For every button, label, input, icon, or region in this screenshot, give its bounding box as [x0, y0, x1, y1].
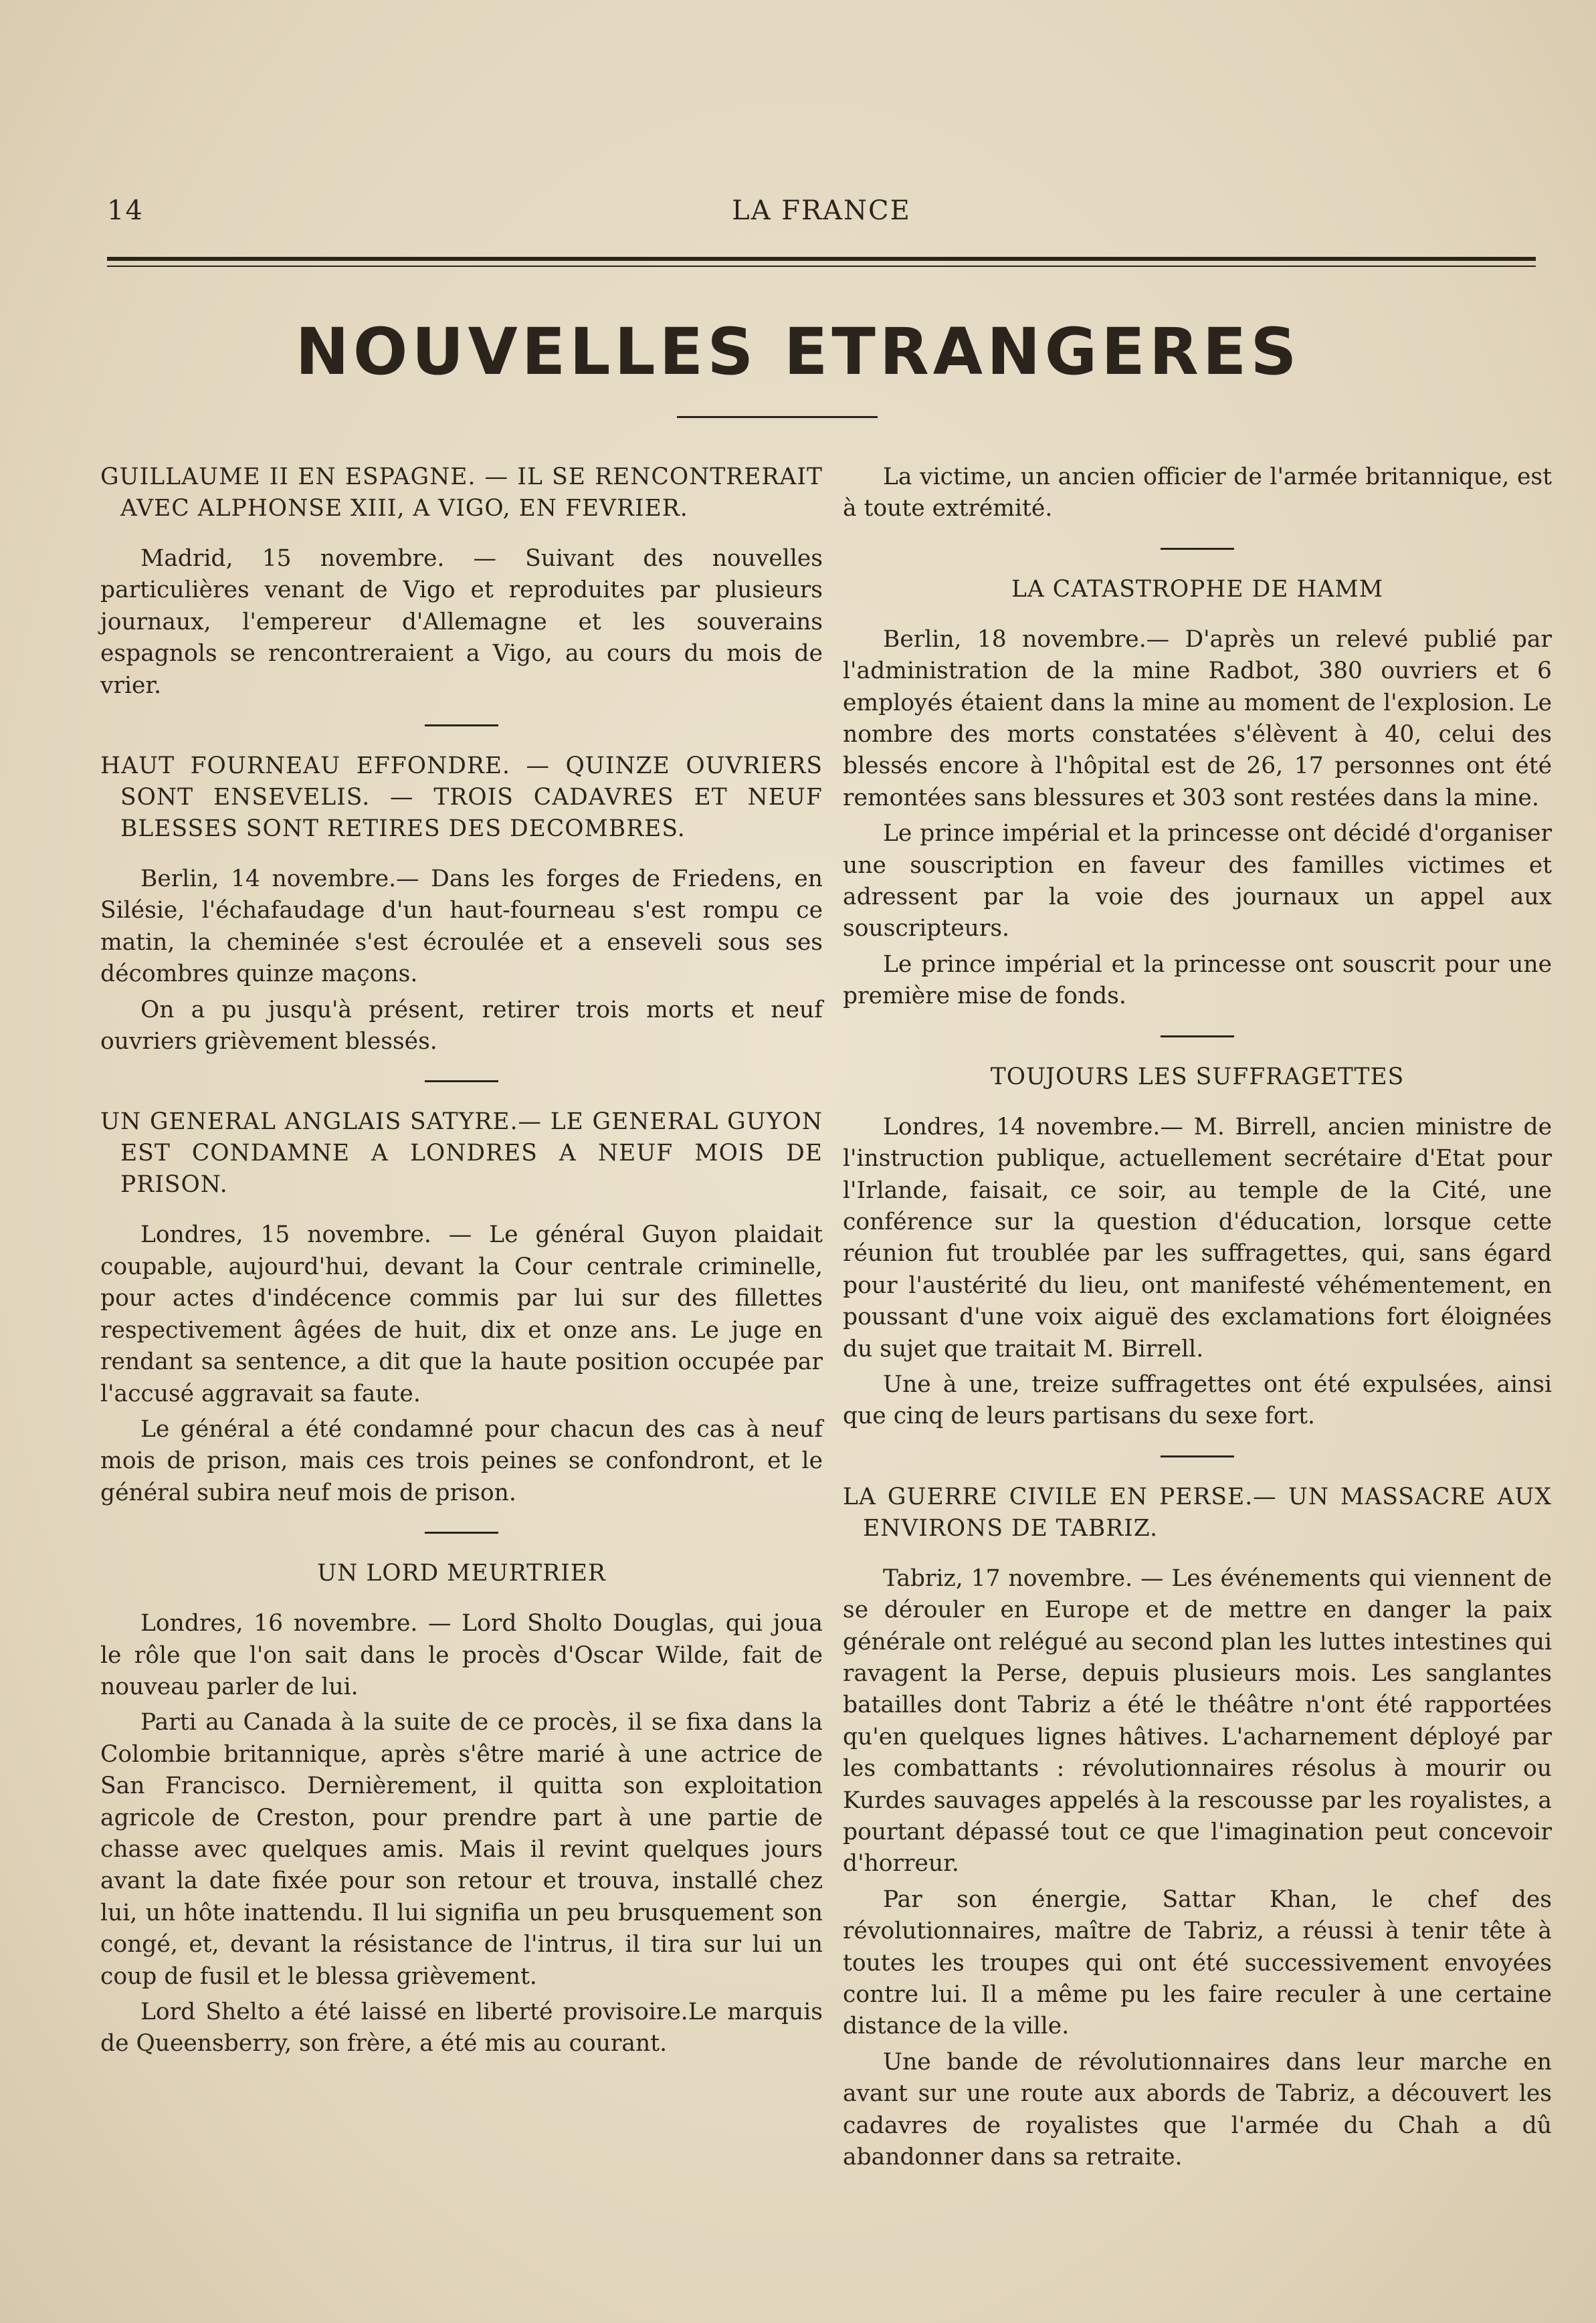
article-guerre-perse [843, 1482, 1552, 2174]
article-suffragettes [843, 1062, 1552, 1433]
article-paragraph: Tabriz, 17 novembre. — Les événements qui viennent de se dérouler en Europe et de mettre en danger la paix générale ont relégué au second plan les luttes intestines qui ravagent la Perse, depuis plusieurs mois. Les sanglantes batailles dont Tabriz a été le théâtre n'ont été rapportées qu'en quelques lignes hâtives. L'acharnement déployé par les combattants : révolutionnaires résolus à mourir ou Kurdes sauvages appelés à la rescousse par les royalistes, a pourtant dépassé tout ce que l'imagination peut concevoir d'horreur. [843, 1564, 1552, 1878]
article-headline: TOUJOURS LES SUFFRAGETTES [990, 1063, 1405, 1090]
article-separator [425, 724, 498, 726]
article-separator [1161, 548, 1234, 550]
article-paragraph: La victime, un ancien officier de l'armée britannique, est à toute extrémité. [843, 464, 1552, 522]
article-headline: HAUT FOURNEAU EFFONDRE. — QUINZE OUVRIERS SONT ENSEVELIS. — TROIS CADAVRES ET NEUF BLESSES SONT RETIRES DES DECOMBRES. [100, 752, 823, 843]
article-headline: LA CATASTROPHE DE HAMM [1011, 575, 1384, 603]
article-separator [1161, 1035, 1234, 1037]
article-headline: UN GENERAL ANGLAIS SATYRE.— LE GENERAL GUYON EST CONDAMNE A LONDRES A NEUF MOIS DE PRISON. [100, 1108, 823, 1199]
article-paragraph: Madrid, 15 novembre. — Suivant des nouvelles particulières venant de Vigo et reproduites par plusieurs journaux, l'empereur d'Allemagne et les souverains espagnols se rencontreraient a Vigo, au cours du mois de vrier. [100, 545, 823, 699]
article-paragraph: Parti au Canada à la suite de ce procès, il se fixa dans la Colombie britannique, après s'être marié à une actrice de San Francisco. Dernièrement, il quitta son exploitation agricole de Creston, pour prendre part à une partie de chasse avec quelques amis. Mais il revint quelques jours avant la date fixée pour son retour et trouva, installé chez lui, un hôte inattendu. Il lui signifia un peu brusquement son congé, et, devant la résistance de l'intrus, il tira sur lui un coup de fusil et le blessa grièvement. [100, 1709, 823, 1990]
journal-name: LA FRANCE [732, 195, 911, 226]
article-paragraph: Par son énergie, Sattar Khan, le chef des révolutionnaires, maître de Tabriz, a réussi à tenir tête à toutes les troupes qui ont été successivement envoyées contre lui. Il a même pu les faire reculer à une certaine distance de la ville. [843, 1886, 1552, 2040]
article-headline: GUILLAUME II EN ESPAGNE. — IL SE RENCONTRERAIT AVEC ALPHONSE XIII, A VIGO, EN FEVRIER. [100, 464, 823, 522]
article-paragraph: Berlin, 14 novembre.— Dans les forges de Friedens, en Silésie, l'échafaudage d'un haut-fourneau s'est rompu ce matin, la cheminée s'est écroulée et a enseveli sous ses décombres quinze maçons. [100, 866, 823, 988]
section-title: NOUVELLES ETRANGERES [295, 314, 1301, 389]
article-haut-fourneau [100, 750, 823, 1057]
article-paragraph: Le prince impérial et la princesse ont souscrit pour une première mise de fonds. [843, 950, 1552, 1010]
article-paragraph: Londres, 16 novembre. — Lord Sholto Douglas, qui joua le rôle que l'on sait dans le procès d'Oscar Wilde, fait de nouveau parler de lui. [100, 1610, 823, 1700]
article-headline: UN LORD MEURTRIER [317, 1560, 606, 1587]
header-rule-thick [107, 257, 1536, 261]
article-paragraph: Le général a été condamné pour chacun des cas à neuf mois de prison, mais ces trois peines se confondront, et le général subira neuf mois de prison. [100, 1415, 823, 1506]
article-paragraph: Le prince impérial et la princesse ont décidé d'organiser une souscription en faveur des familles victimes et adressent par la voie des journaux un appel aux souscripteurs. [843, 820, 1552, 942]
article-separator [1161, 1455, 1234, 1457]
article-separator [425, 1532, 498, 1534]
article-paragraph: Une bande de révolutionnaires dans leur marche en avant sur une route aux abords de Tabriz, a découvert les cadavres de royalistes que l'armée du Chah a dû abandonner dans sa retraite. [843, 2048, 1552, 2171]
article-paragraph: Londres, 15 novembre. — Le général Guyon plaidait coupable, aujourd'hui, devant la Cour centrale criminelle, pour actes d'indécence commis par lui sur des fillettes respectivement âgées de huit, dix et onze ans. Le juge en rendant sa sentence, a dit que la haute position occupée par l'accusé aggravait sa faute. [100, 1221, 823, 1407]
left-column [100, 462, 823, 2064]
article-paragraph: Berlin, 18 novembre.— D'après un relevé publié par l'administration de la mine Radbot, 380 ouvriers et 6 employés étaient dans la mine au moment de l'explosion. Le nombre des morts constatées s'élèvent à 40, celui des blessés encore à l'hôpital est de 26, 17 personnes ont été remontées sans blessures et 303 sont restées dans la mine. [843, 625, 1552, 811]
page-number: 14 [107, 195, 144, 226]
article-paragraph: Lord Shelto a été laissé en liberté provisoire.Le marquis de Queensberry, son frère, a été mis au courant. [100, 1999, 823, 2057]
article-paragraph: Londres, 14 novembre.— M. Birrell, ancien ministre de l'instruction publique, actuellement secrétaire d'Etat pour l'Irlande, faisait, ce soir, au temple de la Cité, une conférence sur la question d'éducation, lorsque cette réunion fut troublée par les suffragettes, qui, sans égard pour l'austérité du lieu, ont manifesté véhémentement, en poussant d'une voix aiguë des exclamations fort éloignées du sujet que traitait M. Birrell. [843, 1113, 1552, 1362]
header-rule-thin [107, 266, 1536, 267]
article-paragraph: On a pu jusqu'à présent, retirer trois morts et neuf ouvriers grièvement blessés. [100, 996, 823, 1055]
title-rule [677, 416, 878, 418]
article-general-guyon [100, 1106, 823, 1509]
right-column [843, 462, 1552, 2177]
article-lord-meurtrier [100, 1558, 823, 2060]
article-guillaume [100, 462, 823, 702]
article-headline: LA GUERRE CIVILE EN PERSE.— UN MASSACRE AUX ENVIRONS DE TABRIZ. [843, 1483, 1552, 1542]
article-catastrophe-hamm [843, 574, 1552, 1013]
running-head [107, 195, 1536, 235]
article-paragraph: Une à une, treize suffragettes ont été expulsées, ainsi que cinq de leurs partisans du sexe fort. [843, 1371, 1552, 1430]
article-separator [425, 1080, 498, 1082]
